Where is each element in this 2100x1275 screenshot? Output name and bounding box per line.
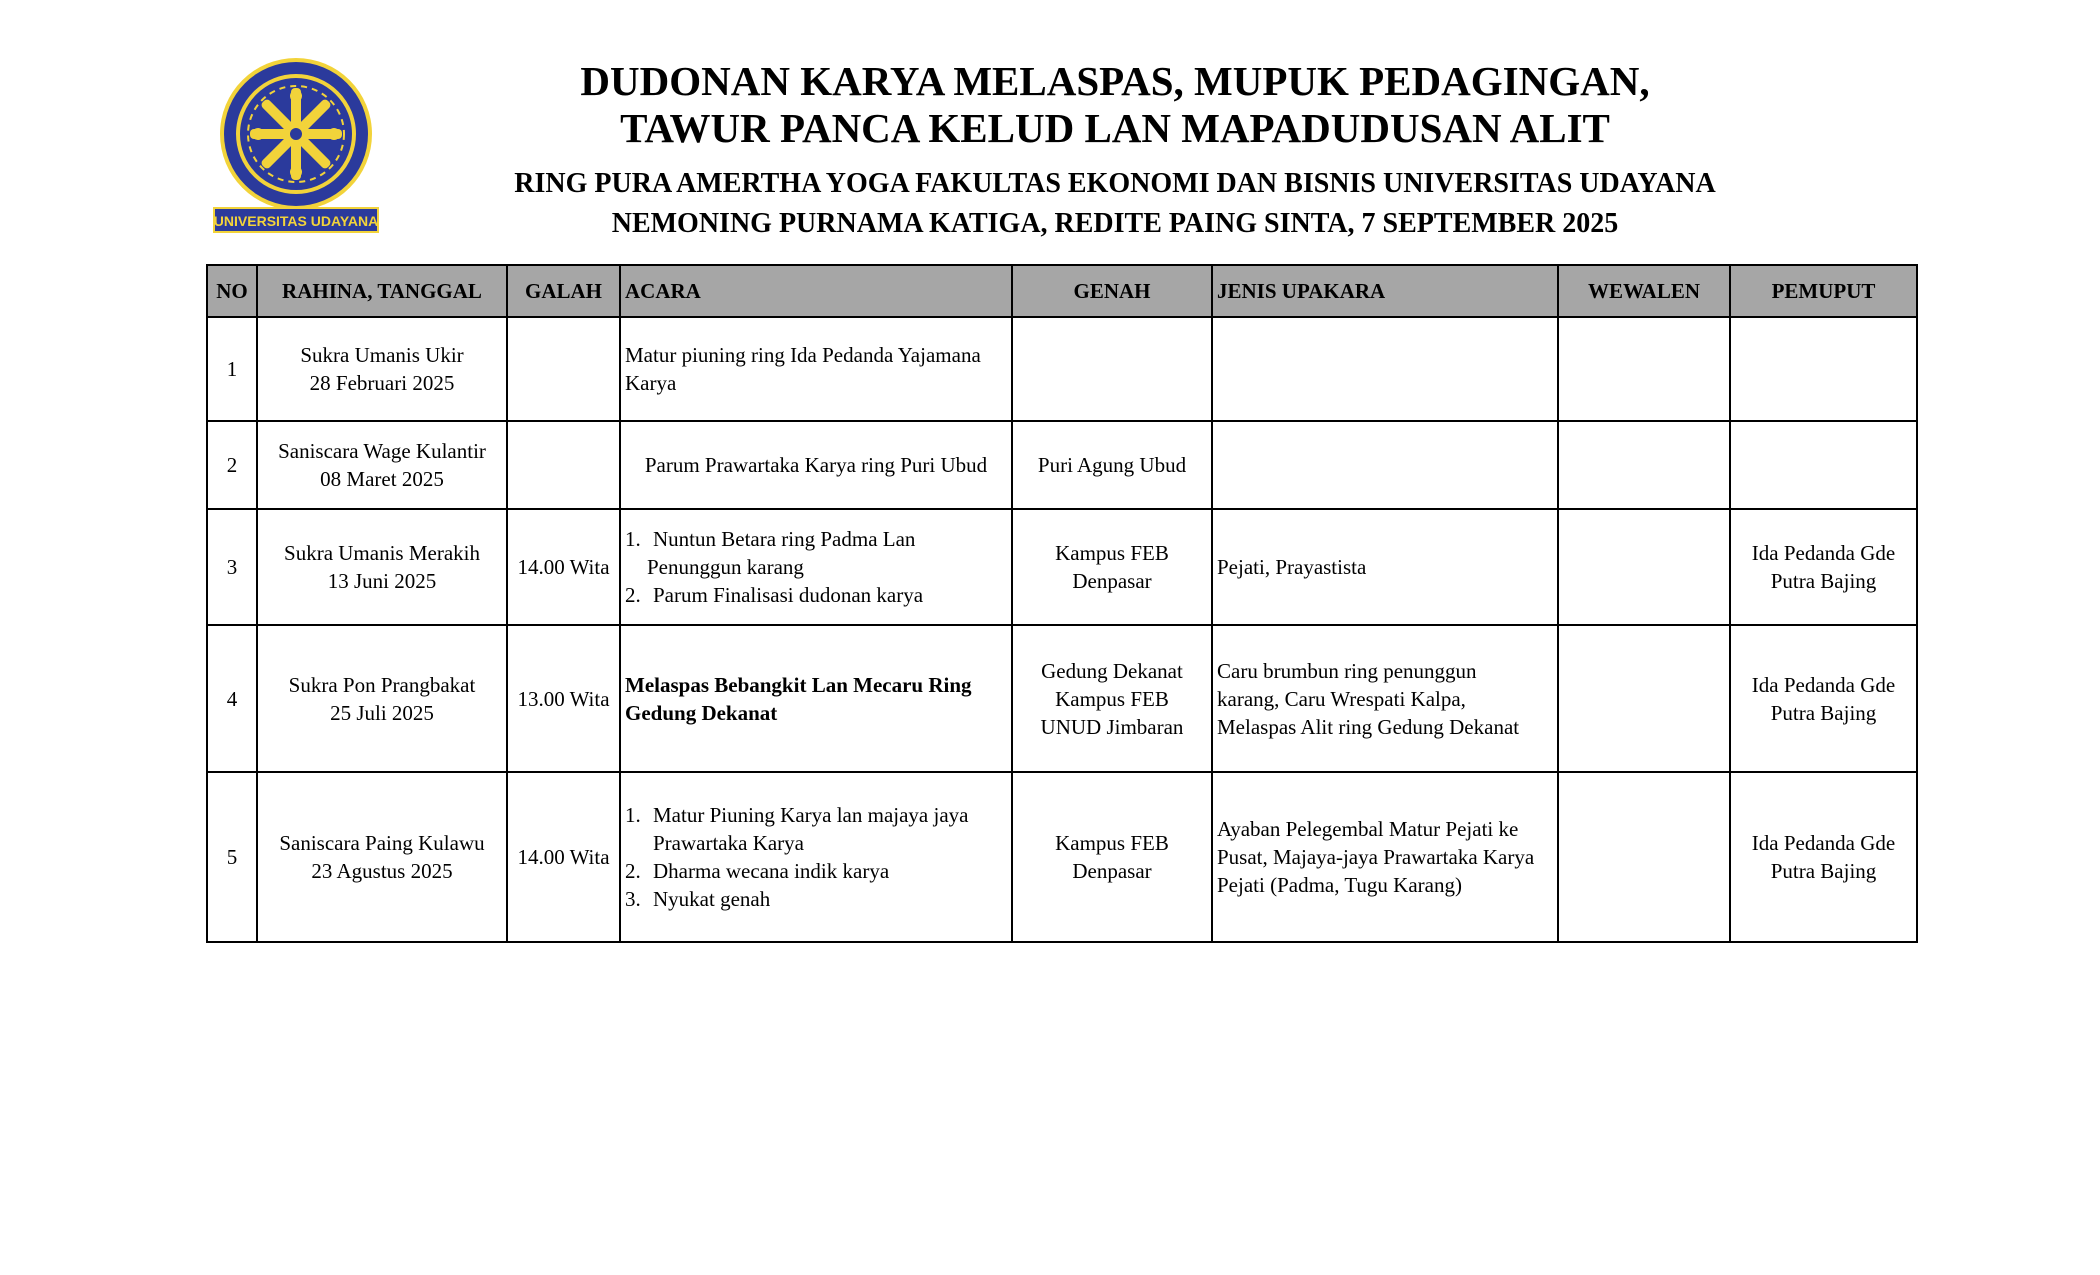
cell-pemuput [1730, 625, 1917, 772]
title-line-2: TAWUR PANCA KELUD LAN MAPADUDUSAN ALIT [620, 105, 1610, 151]
cell-jenis-upakara [1212, 772, 1558, 942]
acara-line: Matur piuning ring Ida Pedanda Yajamana [625, 343, 981, 367]
cell-wewalen [1558, 509, 1730, 625]
cell-date: 28 Februari 2025 [309, 371, 455, 395]
cell-genah [1012, 772, 1212, 942]
cell-jenis-upakara [1212, 625, 1558, 772]
cell-acara [620, 625, 1012, 772]
cell-galah [507, 317, 620, 421]
list-number: 2. [625, 583, 641, 607]
cell-date: 13 Juni 2025 [327, 569, 437, 593]
table-row [207, 625, 1917, 772]
cell-galah [507, 421, 620, 509]
header-acara: ACARA [620, 265, 1012, 317]
acara-list-item [625, 581, 1007, 609]
upakara-line: Pejati (Padma, Tugu Karang) [1217, 873, 1462, 897]
cell-date: 23 Agustus 2025 [311, 859, 453, 883]
pemuput-line: Ida Pedanda Gde [1751, 672, 1896, 697]
upakara-line: Pusat, Majaya-jaya Prawartaka Karya [1217, 845, 1535, 869]
cell-pemuput [1730, 509, 1917, 625]
cell-day: Sukra Umanis Merakih [284, 541, 480, 565]
cell-day: Sukra Pon Prangbakat [288, 672, 476, 697]
list-text: Dharma wecana indik karya [653, 859, 890, 883]
cell-rahina-tanggal [257, 772, 507, 942]
cell-day: Saniscara Wage Kulantir [278, 439, 486, 463]
upakara-line: Melaspas Alit ring Gedung Dekanat [1217, 714, 1520, 739]
cell-galah: 13.00 Wita [507, 625, 620, 772]
subtitle-line-2: NEMONING PURNAMA KATIGA, REDITE PAING SINTA, 7 SEPTEMBER 2025 [611, 208, 1619, 239]
acara-list-item [625, 525, 1007, 581]
table-row [207, 772, 1917, 942]
genah-line: Denpasar [1072, 859, 1152, 883]
cell-galah: 14.00 Wita [507, 772, 620, 942]
subtitle-line-1: RING PURA AMERTHA YOGA FAKULTAS EKONOMI DAN BISNIS UNIVERSITAS UDAYANA [514, 168, 1716, 199]
cell-genah [1012, 421, 1212, 509]
cell-day: Sukra Umanis Ukir [300, 343, 464, 367]
cell-jenis-upakara [1212, 421, 1558, 509]
logo-label: UNIVERSITAS UDAYANA [213, 213, 379, 229]
cell-rahina-tanggal [257, 421, 507, 509]
upakara-line: Pejati, Prayastista [1217, 555, 1367, 579]
cell-wewalen [1558, 421, 1730, 509]
header-no: NO [207, 265, 257, 317]
cell-wewalen [1558, 772, 1730, 942]
pemuput-line: Putra Bajing [1770, 859, 1877, 883]
table-row [207, 509, 1917, 625]
header-genah: GENAH [1012, 265, 1212, 317]
cell-rahina-tanggal [257, 317, 507, 421]
cell-no: 3 [207, 509, 257, 625]
cell-jenis-upakara [1212, 509, 1558, 625]
table-row [207, 421, 1917, 509]
upakara-line: karang, Caru Wrespati Kalpa, [1217, 686, 1466, 711]
cell-wewalen [1558, 625, 1730, 772]
document-header [400, 58, 1830, 244]
genah-line: Gedung Dekanat [1041, 658, 1183, 683]
cell-no: 4 [207, 625, 257, 772]
cell-acara [620, 421, 1012, 509]
list-number: 1. [625, 803, 641, 827]
genah-line: Kampus FEB [1055, 686, 1169, 711]
list-text: Nuntun Betara ring Padma Lan Penunggun karang [647, 527, 916, 579]
cell-rahina-tanggal [257, 625, 507, 772]
genah-line: Kampus FEB [1055, 541, 1169, 565]
pemuput-line: Putra Bajing [1770, 569, 1877, 593]
cell-genah [1012, 317, 1212, 421]
cell-rahina-tanggal [257, 509, 507, 625]
acara-line: Gedung Dekanat [625, 700, 778, 725]
header-wewalen: WEWALEN [1558, 265, 1730, 317]
cell-acara [620, 317, 1012, 421]
cell-pemuput [1730, 317, 1917, 421]
list-text: Nyukat genah [653, 887, 771, 911]
title-line-1: DUDONAN KARYA MELASPAS, MUPUK PEDAGINGAN, [580, 58, 1650, 104]
cell-pemuput [1730, 421, 1917, 509]
list-text: Matur Piuning Karya lan majaya jaya Prawartaka Karya [653, 803, 969, 855]
pemuput-line: Ida Pedanda Gde [1751, 541, 1896, 565]
header-galah: GALAH [507, 265, 620, 317]
cell-acara [620, 509, 1012, 625]
cell-no: 5 [207, 772, 257, 942]
list-number: 3. [625, 887, 641, 911]
cell-no: 1 [207, 317, 257, 421]
list-number: 1. [625, 527, 641, 551]
header-rahina-tanggal: RAHINA, TANGGAL [257, 265, 507, 317]
cell-genah [1012, 625, 1212, 772]
header-pemuput: PEMUPUT [1730, 265, 1917, 317]
upakara-line: Caru brumbun ring penunggun [1217, 658, 1477, 683]
cell-date: 25 Juli 2025 [330, 700, 434, 725]
header-jenis-upakara: JENIS UPAKARA [1212, 265, 1558, 317]
table-row [207, 317, 1917, 421]
list-text: Parum Finalisasi dudonan karya [653, 583, 924, 607]
cell-day: Saniscara Paing Kulawu [279, 831, 485, 855]
cell-wewalen [1558, 317, 1730, 421]
cell-acara [620, 772, 1012, 942]
genah-line: UNUD Jimbaran [1040, 714, 1184, 739]
pemuput-line: Ida Pedanda Gde [1751, 831, 1896, 855]
cell-genah [1012, 509, 1212, 625]
acara-list-item [625, 801, 1007, 857]
universitas-udayana-logo [210, 56, 382, 236]
pemuput-line: Putra Bajing [1770, 700, 1877, 725]
cell-pemuput [1730, 772, 1917, 942]
upakara-line: Ayaban Pelegembal Matur Pejati ke [1217, 817, 1519, 841]
acara-line: Parum Prawartaka Karya ring Puri Ubud [644, 453, 988, 477]
cell-galah: 14.00 Wita [507, 509, 620, 625]
acara-line: Karya [625, 371, 677, 395]
cell-jenis-upakara [1212, 317, 1558, 421]
table-header-row [207, 265, 1917, 317]
schedule-table [206, 264, 1918, 943]
acara-list-item [625, 857, 1007, 885]
genah-line: Denpasar [1072, 569, 1152, 593]
cell-no: 2 [207, 421, 257, 509]
cell-date: 08 Maret 2025 [320, 467, 444, 491]
genah-line: Kampus FEB [1055, 831, 1169, 855]
list-number: 2. [625, 859, 641, 883]
acara-line: Melaspas Bebangkit Lan Mecaru Ring [625, 672, 972, 697]
acara-list-item [625, 885, 1007, 913]
genah-line: Puri Agung Ubud [1037, 453, 1187, 477]
